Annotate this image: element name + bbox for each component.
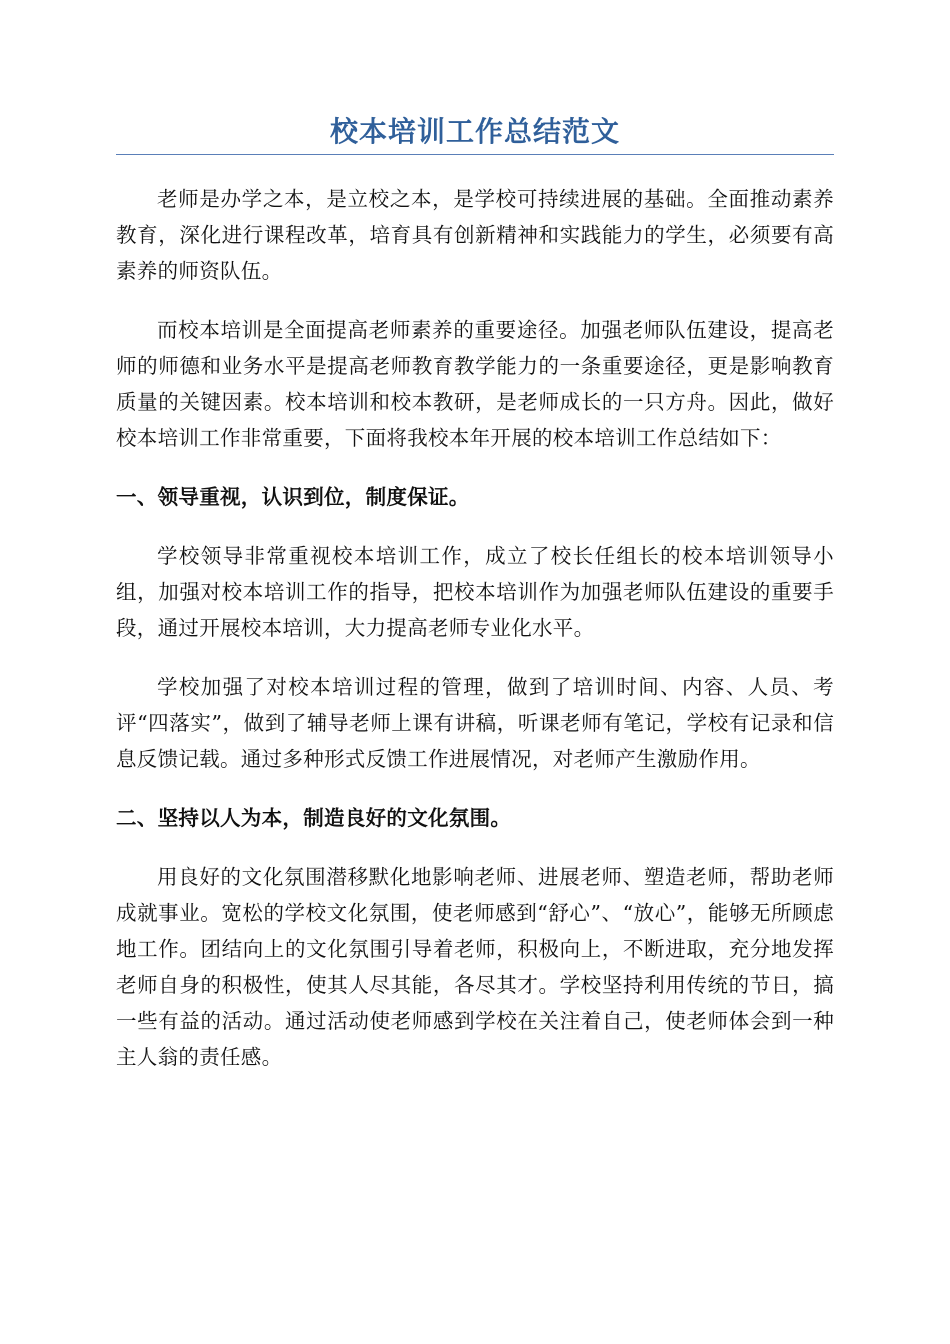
document-title: 校本培训工作总结范文 <box>329 115 620 148</box>
title-underline <box>116 154 834 155</box>
section-heading-2: 二、坚持以人为本，制造良好的文化氛围。 <box>116 806 512 830</box>
paragraph-2: 而校本培训是全面提高老师素养的重要途径。加强老师队伍建设，提高老师的师德和业务水平是提高老师教育教学能力的一条重要途径，更是影响教育质量的关键因素。校本培训和校本教研，是老师成长的一只方舟。因此，做好校本培训工作非常重要，下面将我校本年开展的校本培训工作总结如下： <box>116 318 834 450</box>
paragraph-5: 用良好的文化氛围潜移默化地影响老师、进展老师、塑造老师，帮助老师成就事业。宽松的学校文化氛围，使老师感到“舒心”、“放心”，能够无所顾虑地工作。团结向上的文化氛围引导着老师，积极向上，不断进取，充分地发挥老师自身的积极性，使其人尽其能，各尽其才。学校坚持利用传统的节日，搞一些有益的活动。通过活动使老师感到学校在关注着自己，使老师体会到一种主人翁的责任感。 <box>116 865 834 1069</box>
document-page <box>116 110 834 1098</box>
paragraph-4: 学校加强了对校本培训过程的管理，做到了培训时间、内容、人员、考评“四落实”，做到了辅导老师上课有讲稿，听课老师有笔记，学校有记录和信息反馈记载。通过多种形式反馈工作进展情况，对老师产生激励作用。 <box>116 675 834 771</box>
paragraph-1: 老师是办学之本，是立校之本，是学校可持续进展的基础。全面推动素养教育，深化进行课程改革，培育具有创新精神和实践能力的学生，必须要有高素养的师资队伍。 <box>116 187 834 283</box>
section-heading-1: 一、领导重视，认识到位，制度保证。 <box>116 485 470 509</box>
paragraph-3: 学校领导非常重视校本培训工作，成立了校长任组长的校本培训领导小组，加强对校本培训工作的指导，把校本培训作为加强老师队伍建设的重要手段，通过开展校本培训，大力提高老师专业化水平。 <box>116 544 834 640</box>
